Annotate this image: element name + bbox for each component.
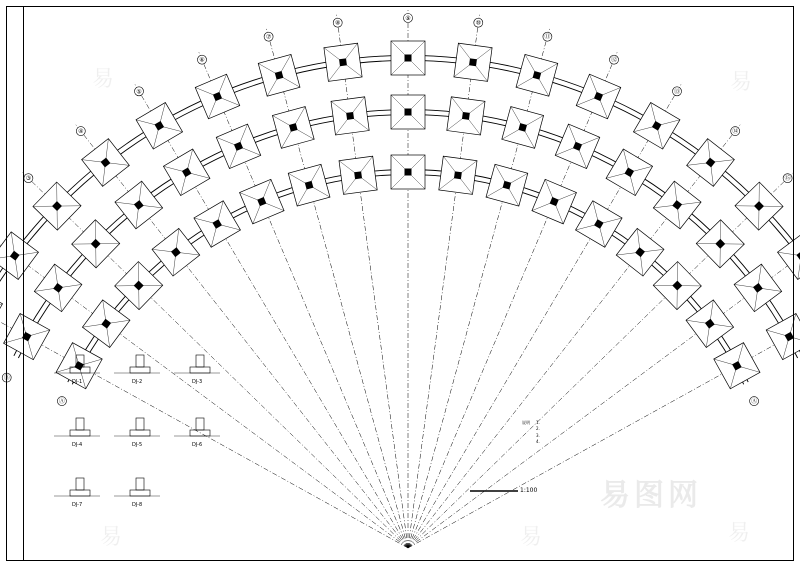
section-label: DJ-2 — [132, 379, 143, 385]
axis-bubble-label: ④ — [78, 128, 84, 136]
note-line: 2. — [536, 426, 540, 432]
note-line: 4. — [536, 438, 540, 444]
notes-title: 说明 — [522, 420, 530, 425]
scale-label: 1:100 — [520, 487, 538, 494]
section-label: DJ-8 — [132, 502, 143, 508]
axis-bubble-label: Ⓐ — [751, 398, 758, 406]
section-label: DJ-3 — [192, 379, 203, 385]
watermark-glyph: 易 — [520, 525, 543, 550]
section-label: DJ-1 — [72, 379, 83, 385]
axis-bubble-label: ⑧ — [335, 19, 341, 27]
section-label: DJ-5 — [132, 442, 143, 448]
axis-bubble-label: ⑭ — [732, 128, 739, 136]
axis-bubble-label: ⑮ — [784, 175, 791, 183]
axis-bubble-label: ⑬ — [673, 88, 681, 96]
column-footing — [0, 287, 3, 333]
axis-bubble-label: Ⓐ — [58, 398, 65, 406]
watermark-glyph: 易 — [92, 67, 115, 92]
note-line: 3. — [536, 432, 540, 438]
axis-bubble-label: ⑥ — [199, 56, 205, 64]
section-label: DJ-4 — [72, 442, 83, 448]
watermark-glyph: 易 — [730, 70, 753, 95]
section-label: DJ-7 — [72, 502, 83, 508]
notes — [536, 420, 540, 445]
footing-diagonal — [0, 287, 3, 333]
section-label: DJ-6 — [192, 442, 203, 448]
watermark-glyph: 易 — [728, 521, 751, 546]
axis-bubble-label: ③ — [25, 175, 32, 183]
footing-outline — [0, 287, 3, 333]
axis-bubble-label: ⑫ — [610, 56, 618, 64]
watermark-glyph: 易 — [100, 525, 123, 550]
axis-bubble-label: ⑪ — [544, 33, 551, 41]
axis-bubble-label: ⑤ — [136, 88, 142, 96]
footing-diagonal — [0, 287, 3, 333]
axis-bubble-label: Ⓑ — [3, 374, 10, 382]
axis-bubble-label: ⑩ — [475, 19, 481, 27]
axis-bubble-label: ⑨ — [405, 15, 411, 22]
watermark: 易图网 — [600, 478, 702, 513]
title-strip — [3, 6, 24, 561]
note-line: 1. — [536, 420, 540, 425]
axis-bubble-label: ⑦ — [265, 33, 272, 41]
